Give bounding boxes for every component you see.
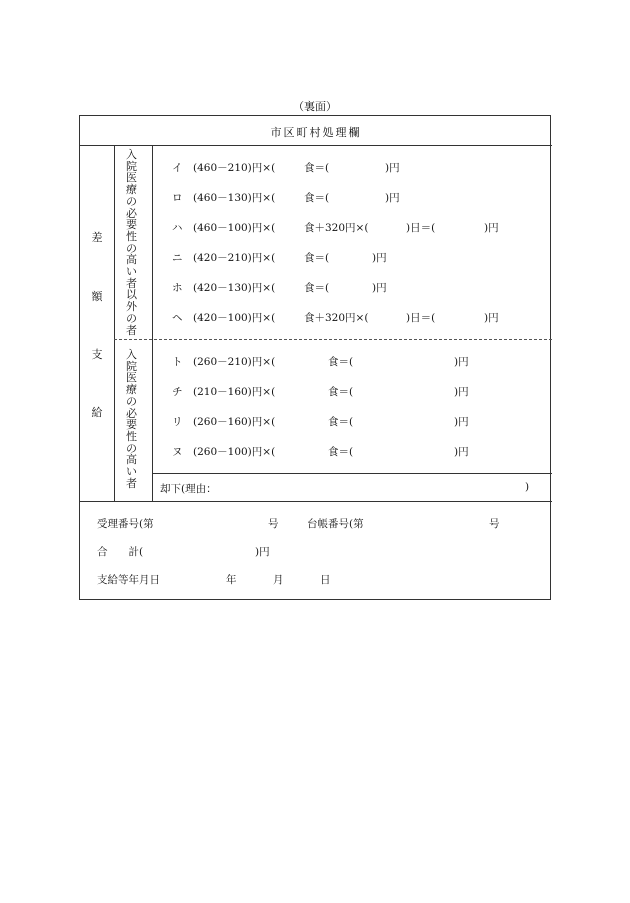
row-id: ロ	[172, 192, 183, 204]
receipt-number-suffix: 号	[268, 518, 279, 530]
row-id: ニ	[172, 252, 183, 264]
payment-date-day: 日	[320, 574, 331, 586]
payment-date-month: 月	[273, 574, 284, 586]
row-formula: (420－100)円×(	[193, 312, 276, 324]
row-meal: 食＋320円×(	[304, 312, 369, 324]
group2-label: 入院医療の必要性の高い者	[126, 348, 137, 490]
row-end: )円	[484, 222, 499, 234]
row-id: チ	[172, 386, 183, 398]
ledger-number-suffix: 号	[489, 518, 500, 530]
row-end: )円	[454, 356, 469, 368]
side-label-char: 給	[91, 406, 103, 419]
row-day: )日＝(	[406, 222, 436, 234]
rejection-divider	[152, 473, 552, 474]
page-heading: （裏面）	[293, 100, 337, 113]
side-label-char: 差	[91, 231, 103, 244]
row-day: )日＝(	[406, 312, 436, 324]
row-formula: (460－210)円×(	[193, 162, 276, 174]
rejection-close: )	[525, 481, 530, 493]
bottom-section-divider	[80, 501, 552, 502]
row-meal: 食＝(	[328, 446, 354, 458]
row-end: )円	[385, 192, 400, 204]
row-end: )円	[454, 416, 469, 428]
row-meal: 食＋320円×(	[304, 222, 369, 234]
group-column-divider	[152, 145, 153, 501]
row-meal: 食＝(	[304, 192, 330, 204]
row-meal: 食＝(	[328, 356, 354, 368]
row-meal: 食＝(	[328, 416, 354, 428]
payment-date-year: 年	[226, 574, 237, 586]
receipt-number-label: 受理番号(第	[97, 518, 154, 530]
row-end: )円	[454, 446, 469, 458]
section-title: 市区町村処理欄	[270, 126, 362, 139]
row-id: ヘ	[172, 312, 183, 324]
payment-date-label: 支給等年月日	[97, 574, 160, 586]
row-meal: 食＝(	[328, 386, 354, 398]
row-id: イ	[172, 162, 183, 174]
title-divider	[80, 145, 552, 146]
group-divider	[114, 339, 552, 340]
row-formula: (420－130)円×(	[193, 282, 276, 294]
row-id: ト	[172, 356, 183, 368]
side-label-char: 支	[91, 348, 103, 361]
row-end: )円	[372, 282, 387, 294]
row-formula: (260－100)円×(	[193, 446, 276, 458]
total-suffix: )円	[255, 546, 270, 558]
row-id: リ	[172, 416, 183, 428]
row-end: )円	[385, 162, 400, 174]
row-meal: 食＝(	[304, 162, 330, 174]
total-label: 合 計(	[97, 546, 144, 558]
row-meal: 食＝(	[304, 252, 330, 264]
row-end: )円	[454, 386, 469, 398]
row-formula: (460－130)円×(	[193, 192, 276, 204]
group1-label: 入院医療の必要性の高い者以外の者	[126, 148, 137, 337]
row-id: ホ	[172, 282, 183, 294]
row-formula: (260－160)円×(	[193, 416, 276, 428]
row-formula: (460－100)円×(	[193, 222, 276, 234]
row-meal: 食＝(	[304, 282, 330, 294]
side-column-divider	[114, 145, 115, 501]
ledger-number-label: 台帳番号(第	[307, 518, 364, 530]
row-formula: (420－210)円×(	[193, 252, 276, 264]
row-end: )円	[372, 252, 387, 264]
row-end: )円	[484, 312, 499, 324]
municipal-processing-form	[79, 115, 551, 600]
row-formula: (210－160)円×(	[193, 386, 276, 398]
rejection-label: 却下(理由：	[160, 483, 217, 495]
row-id: ヌ	[172, 446, 183, 458]
row-id: ハ	[172, 222, 183, 234]
side-label-char: 額	[91, 290, 103, 303]
row-formula: (260－210)円×(	[193, 356, 276, 368]
